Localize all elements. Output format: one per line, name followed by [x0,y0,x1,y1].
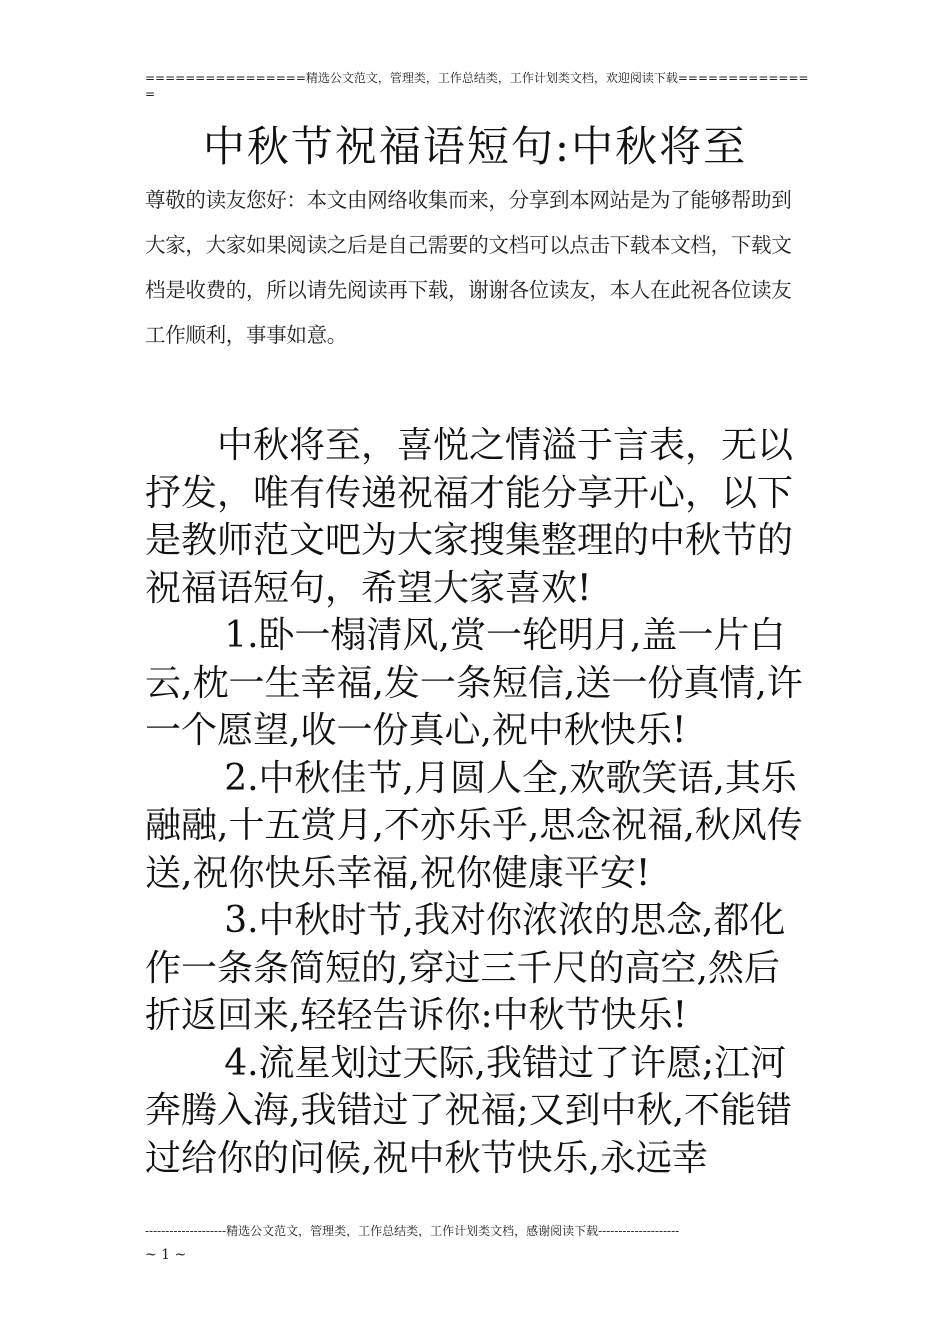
greeting-item-3: 3.中秋时节,我对你浓浓的思念,都化作一条条简短的,穿过三千尺的高空,然后折返回来,轻轻告诉你:中秋节快乐! [145,900,786,1036]
greeting-item-1: 1.卧一榻清风,赏一轮明月,盖一片白云,枕一生幸福,发一条短信,送一份真情,许一个愿望,收一份真心,祝中秋快乐! [145,615,803,751]
greeting-item-4: 4.流星划过天际,我错过了许愿;江河奔腾入海,我错过了祝福;又到中秋,不能错过给你的问候,祝中秋节快乐,永远幸 [145,1042,793,1179]
reader-notice: 尊敬的读友您好：本文由网络收集而来，分享到本网站是为了能够帮助到大家，大家如果阅读之后是自己需要的文档可以点击下载本文档，下载文档是收费的，所以请先阅读再下载，谢谢各位读友，本人在此祝各位读友工作顺利，事事如意。 [145,188,792,347]
page-footer: --------------------精选公文范文，管理类，工作总结类，工作计划类文档，感谢阅读下载-------------------- [145,1224,680,1238]
greeting-item-2: 2.中秋佳节,月圆人全,欢歌笑语,其乐融融,十五赏月,不亦乐乎,思念祝福,秋风传送,祝你快乐幸福,祝你健康平安! [145,757,803,894]
document-body [145,422,810,1182]
document-title: 中秋节祝福语短句:中秋将至 [202,122,748,171]
page-header: ================精选公文范文，管理类，工作总结类，工作计划类文档，欢迎阅读下载============== [145,71,809,101]
intro-paragraph: 中秋将至，喜悦之情溢于言表，无以抒发，唯有传递祝福才能分享开心，以下是教师范文吧为大家搜集整理的中秋节的祝福语短句，希望大家喜欢! [145,425,794,609]
page-number: ~ 1 ~ [145,1247,187,1263]
